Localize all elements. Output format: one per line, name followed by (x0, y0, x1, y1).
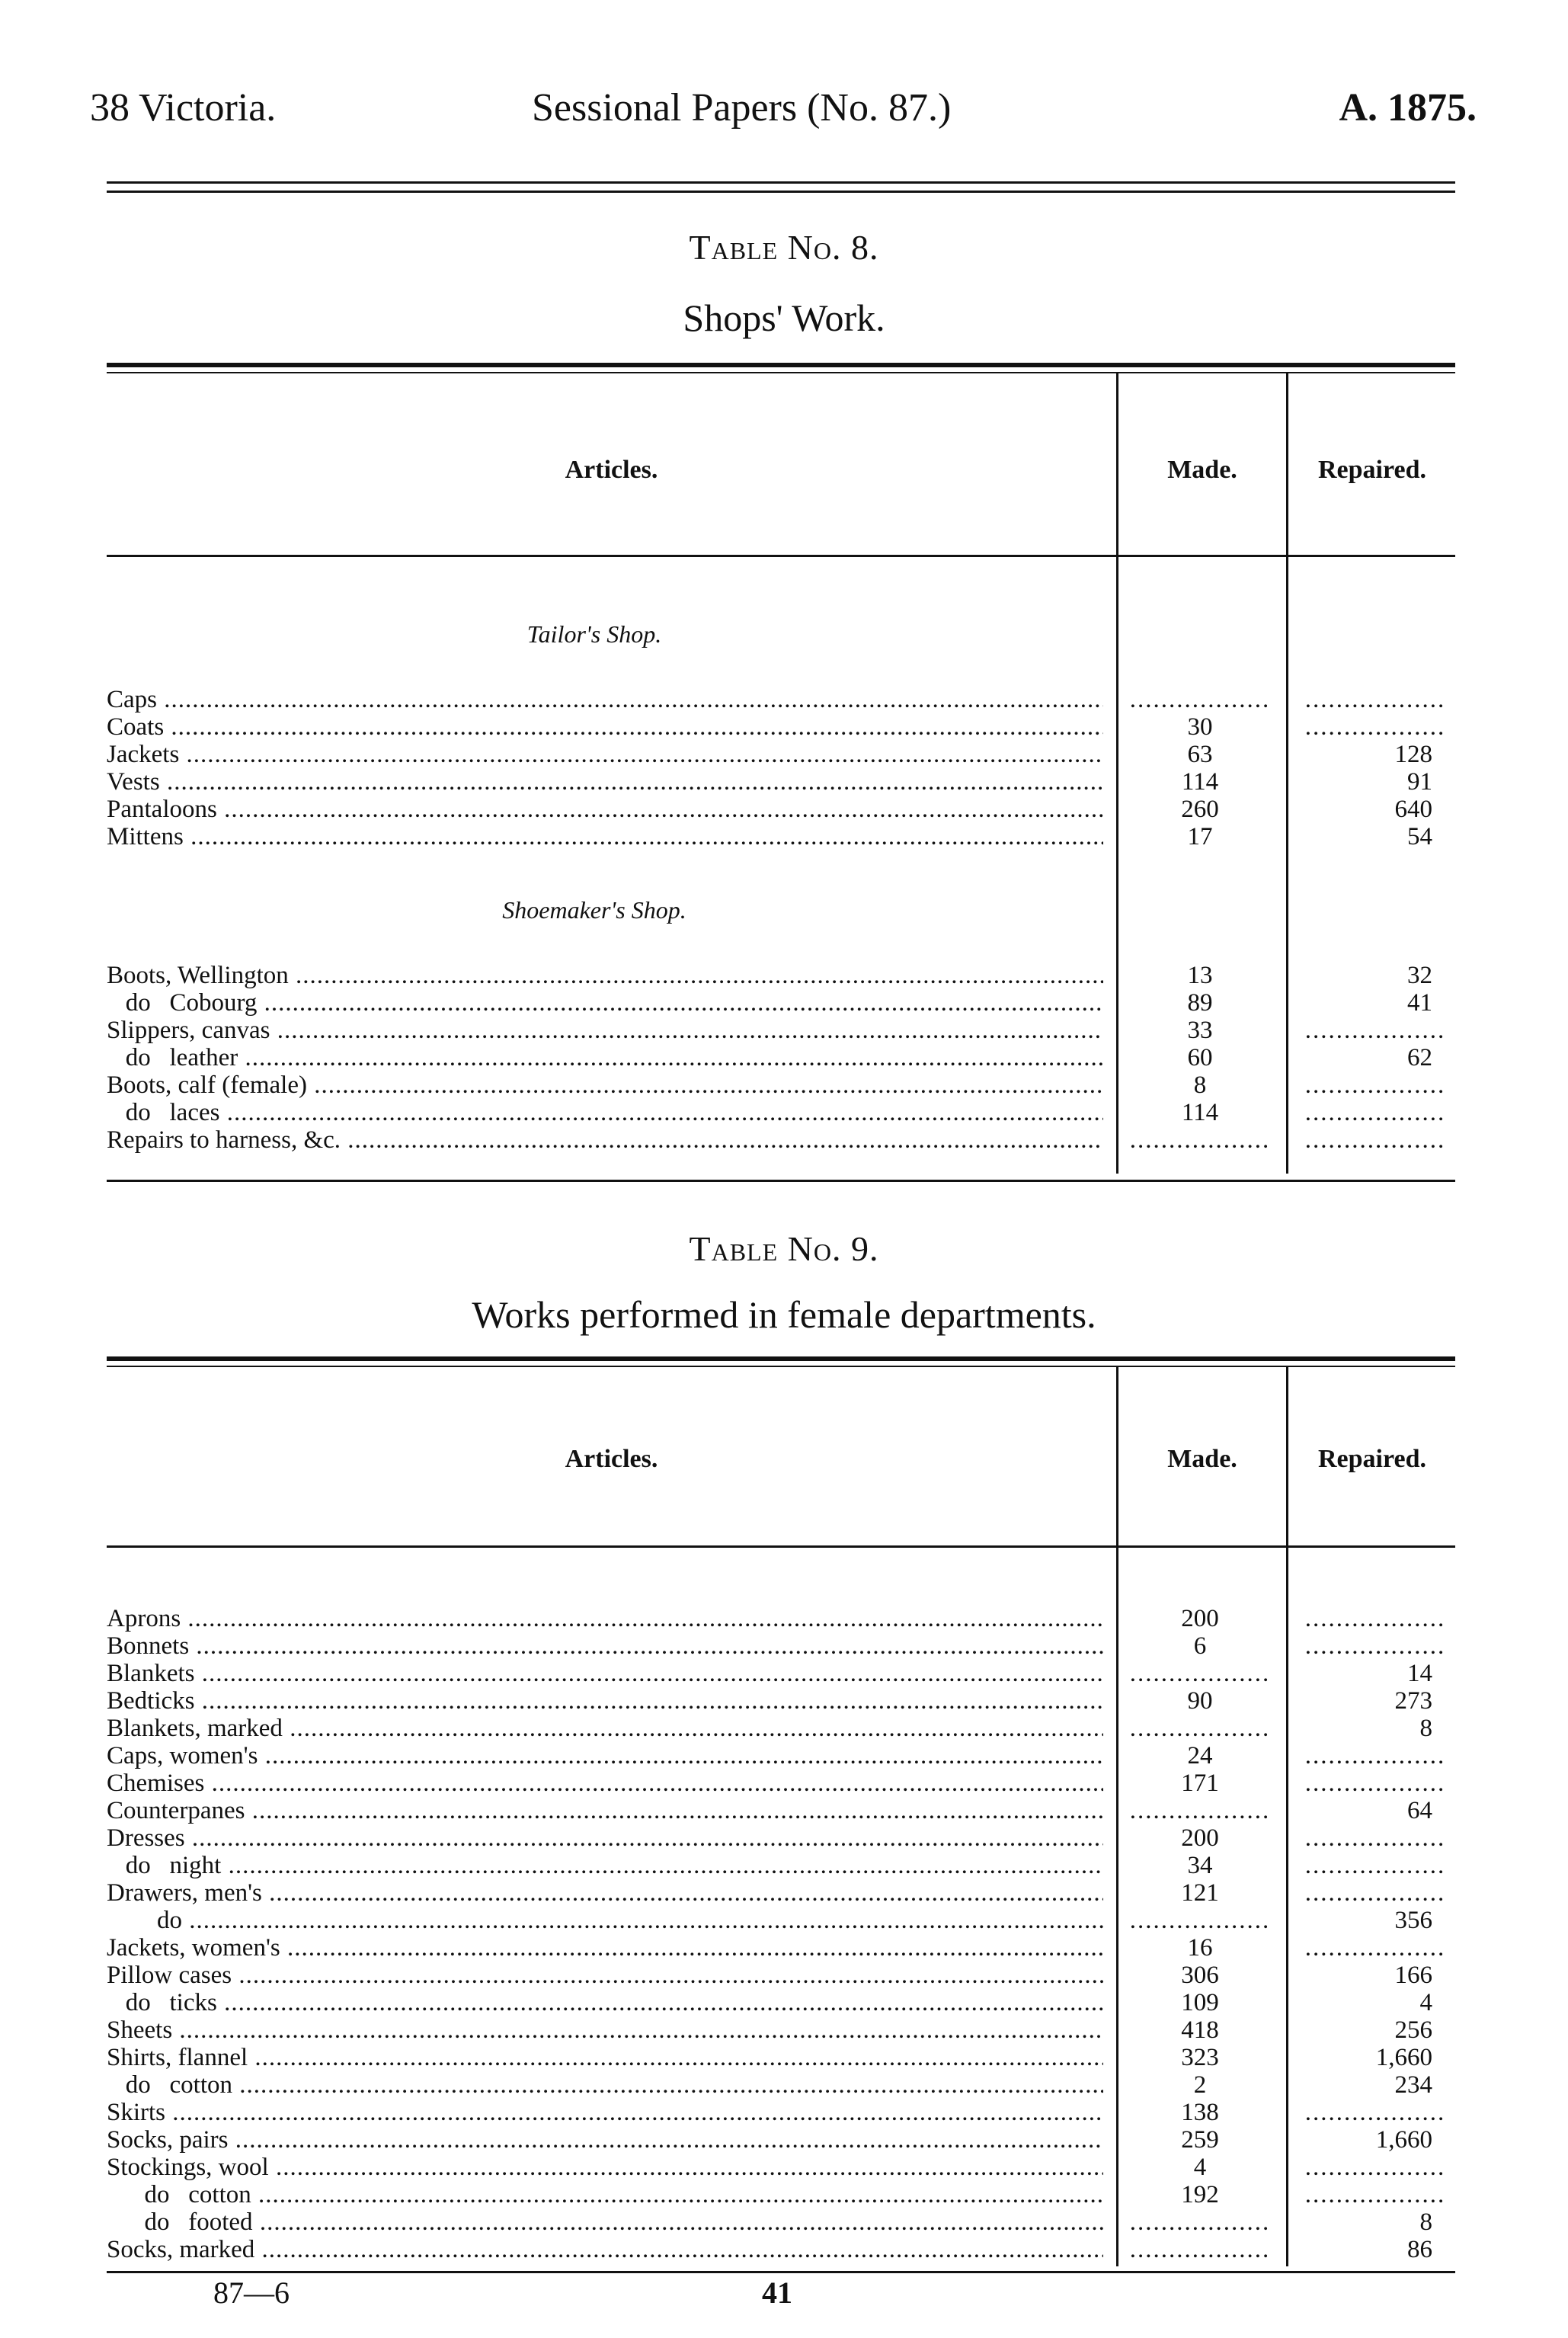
table8-section-tailor: Tailor's Shop. (526, 620, 662, 648)
row-article: Vests ..... (107, 768, 1103, 796)
row-made: 90 (1187, 1687, 1213, 1715)
row-repaired: 356 (1394, 1907, 1432, 1934)
table-row (107, 1742, 1455, 1770)
table-row (107, 2154, 1455, 2181)
row-article: Repairs to harness, &c. ..... (107, 1126, 1103, 1154)
page-header (90, 85, 1477, 139)
row-made: 17 (1187, 823, 1213, 850)
row-made: 24 (1187, 1742, 1213, 1770)
table9-top-rule-thin (107, 1366, 1455, 1367)
row-repaired: 234 (1394, 2071, 1432, 2099)
row-article: do cotton ..... (107, 2071, 1103, 2099)
row-made: 63 (1187, 741, 1213, 768)
table9-col-articles: Articles. (565, 1445, 658, 1473)
row-made: 30 (1187, 713, 1213, 741)
row-article: do laces ..... (107, 1099, 1103, 1126)
row-article: Boots, calf (female) ..... (107, 1071, 1103, 1099)
header-session: 38 Victoria. (90, 86, 277, 130)
row-repaired: 128 (1394, 741, 1432, 768)
table9-top-rule (107, 1356, 1455, 1361)
row-made: .................. (1129, 1660, 1271, 1687)
row-made: 4 (1193, 2154, 1207, 2181)
row-made: 418 (1181, 2016, 1219, 2044)
row-repaired: 256 (1394, 2016, 1432, 2044)
row-made: 60 (1187, 1044, 1213, 1071)
table-row (107, 1044, 1455, 1071)
row-made: 89 (1187, 989, 1213, 1017)
table-row (107, 1989, 1455, 2016)
row-made: 13 (1187, 962, 1213, 989)
row-article: Mittens ..... (107, 823, 1103, 850)
table8-label: Table No. 8. (689, 228, 879, 267)
header-rule-2 (107, 191, 1455, 193)
header-rule-1 (107, 181, 1455, 184)
table8-header-rule (107, 555, 1455, 557)
row-repaired: .................. (1304, 1632, 1446, 1660)
row-article: Skirts ..... (107, 2099, 1103, 2126)
row-article: Coats ..... (107, 713, 1103, 741)
table-row (107, 2181, 1455, 2208)
row-repaired: 8 (1419, 2208, 1432, 2236)
row-made: 2 (1193, 2071, 1207, 2099)
row-article: Slippers, canvas ..... (107, 1017, 1103, 1044)
row-repaired: .................. (1304, 2181, 1446, 2208)
table-row (107, 2016, 1455, 2044)
row-repaired: .................. (1304, 713, 1446, 741)
row-article: Jackets ..... (107, 741, 1103, 768)
page-number: 41 (762, 2276, 792, 2310)
row-repaired: 273 (1394, 1687, 1432, 1715)
row-repaired: .................. (1304, 1099, 1446, 1126)
row-repaired: 4 (1419, 1989, 1432, 2016)
row-repaired: .................. (1304, 1879, 1446, 1907)
row-made: .................. (1129, 1907, 1271, 1934)
row-repaired: 64 (1407, 1797, 1432, 1824)
row-article: Caps ..... (107, 686, 1103, 713)
row-article: do ticks ..... (107, 1989, 1103, 2016)
table-row (107, 2071, 1455, 2099)
row-made: 171 (1181, 1770, 1219, 1797)
row-made: .................. (1129, 1126, 1271, 1154)
table-row (107, 1797, 1455, 1824)
table-row (107, 823, 1455, 850)
table-row (107, 1605, 1455, 1632)
row-made: 121 (1181, 1879, 1219, 1907)
row-article: Dresses ..... (107, 1824, 1103, 1852)
table-row (107, 1071, 1455, 1099)
row-article: do leather ..... (107, 1044, 1103, 1071)
row-repaired: 54 (1407, 823, 1432, 850)
table-row (107, 2236, 1455, 2263)
table9-col-made: Made. (1167, 1445, 1237, 1473)
table-row (107, 1687, 1455, 1715)
row-repaired: .................. (1304, 1852, 1446, 1879)
row-article: do cotton ..... (107, 2181, 1103, 2208)
row-repaired: 62 (1407, 1044, 1432, 1071)
table-row (107, 2044, 1455, 2071)
row-article: Bonnets ..... (107, 1632, 1103, 1660)
table-row (107, 2208, 1455, 2236)
row-made: 33 (1187, 1017, 1213, 1044)
row-repaired: 86 (1407, 2236, 1432, 2263)
table8-bottom-rule (107, 1180, 1455, 1182)
row-article: do Cobourg ..... (107, 989, 1103, 1017)
row-made: 16 (1187, 1934, 1213, 1962)
table8-top-rule (107, 363, 1455, 367)
row-made: .................. (1129, 1715, 1271, 1742)
row-repaired: .................. (1304, 1824, 1446, 1852)
table8-col-made: Made. (1167, 456, 1237, 484)
row-repaired: .................. (1304, 1934, 1446, 1962)
row-made: 259 (1181, 2126, 1219, 2154)
row-article: do ..... (107, 1907, 1103, 1934)
table8-col-repaired: Repaired. (1318, 456, 1426, 484)
table-row (107, 741, 1455, 768)
row-repaired: .................. (1304, 1605, 1446, 1632)
row-article: Counterpanes ..... (107, 1797, 1103, 1824)
row-article: Sheets ..... (107, 2016, 1103, 2044)
table-row (107, 1099, 1455, 1126)
row-repaired: 41 (1407, 989, 1432, 1017)
row-article: Bedticks ..... (107, 1687, 1103, 1715)
row-made: .................. (1129, 686, 1271, 713)
row-made: 200 (1181, 1605, 1219, 1632)
row-made: 138 (1181, 2099, 1219, 2126)
row-repaired: 1,660 (1375, 2044, 1432, 2071)
row-made: .................. (1129, 2208, 1271, 2236)
row-article: Socks, pairs ..... (107, 2126, 1103, 2154)
table9-label: Table No. 9. (689, 1229, 879, 1268)
footer-ref: 87—6 (213, 2276, 290, 2310)
row-article: Aprons ..... (107, 1605, 1103, 1632)
row-made: 200 (1181, 1824, 1219, 1852)
row-repaired: .................. (1304, 1126, 1446, 1154)
row-repaired: .................. (1304, 1017, 1446, 1044)
row-made: .................. (1129, 1797, 1271, 1824)
row-made: 323 (1181, 2044, 1219, 2071)
row-article: Pantaloons ..... (107, 796, 1103, 823)
row-made: 8 (1193, 1071, 1207, 1099)
row-article: Caps, women's ..... (107, 1742, 1103, 1770)
table-row (107, 1852, 1455, 1879)
table-row (107, 686, 1455, 713)
row-repaired: 14 (1407, 1660, 1432, 1687)
row-made: 306 (1181, 1962, 1219, 1989)
row-repaired: 166 (1394, 1962, 1432, 1989)
table-row (107, 962, 1455, 989)
header-papers: Sessional Papers (No. 87.) (532, 86, 952, 130)
table-row (107, 1824, 1455, 1852)
row-article: Chemises ..... (107, 1770, 1103, 1797)
table-row (107, 1017, 1455, 1044)
table-row (107, 1770, 1455, 1797)
table-row (107, 989, 1455, 1017)
row-repaired: .................. (1304, 686, 1446, 713)
row-article: Blankets ..... (107, 1660, 1103, 1687)
table-row (107, 1879, 1455, 1907)
header-year: A. 1875. (1339, 86, 1477, 130)
row-made: 109 (1181, 1989, 1219, 2016)
row-article: Shirts, flannel ..... (107, 2044, 1103, 2071)
row-article: Boots, Wellington ..... (107, 962, 1103, 989)
row-repaired: 91 (1407, 768, 1432, 796)
table8-col-articles: Articles. (565, 456, 658, 484)
row-made: 192 (1181, 2181, 1219, 2208)
row-article: Pillow cases ..... (107, 1962, 1103, 1989)
table9-bottom-rule (107, 2271, 1455, 2273)
row-made: 114 (1181, 768, 1219, 796)
table9-col-repaired: Repaired. (1318, 1445, 1426, 1473)
row-repaired: .................. (1304, 2099, 1446, 2126)
table-row (107, 713, 1455, 741)
row-repaired: 1,660 (1375, 2126, 1432, 2154)
table-row (107, 1907, 1455, 1934)
row-repaired: 32 (1407, 962, 1432, 989)
table-row (107, 1660, 1455, 1687)
row-repaired: .................. (1304, 1770, 1446, 1797)
row-article: Socks, marked ..... (107, 2236, 1103, 2263)
table-row (107, 1962, 1455, 1989)
row-article: Drawers, men's ..... (107, 1879, 1103, 1907)
row-article: do footed ..... (107, 2208, 1103, 2236)
table9-header-rule (107, 1545, 1455, 1548)
row-made: 6 (1193, 1632, 1207, 1660)
row-made: 260 (1181, 796, 1219, 823)
row-repaired: 640 (1394, 796, 1432, 823)
table-row (107, 1715, 1455, 1742)
row-repaired: 8 (1419, 1715, 1432, 1742)
table-row (107, 1632, 1455, 1660)
row-repaired: .................. (1304, 1071, 1446, 1099)
row-article: Jackets, women's ..... (107, 1934, 1103, 1962)
table-row (107, 1934, 1455, 1962)
table8-subtitle: Shops' Work. (683, 296, 885, 339)
row-repaired: .................. (1304, 1742, 1446, 1770)
table8-top-rule-thin (107, 372, 1455, 373)
row-article: do night ..... (107, 1852, 1103, 1879)
table-row (107, 2126, 1455, 2154)
table8-section-shoemaker: Shoemaker's Shop. (502, 896, 686, 924)
table-row (107, 768, 1455, 796)
row-made: 34 (1187, 1852, 1213, 1879)
table-row (107, 796, 1455, 823)
table-row (107, 2099, 1455, 2126)
table9-subtitle: Works performed in female departments. (472, 1293, 1096, 1336)
row-article: Stockings, wool ..... (107, 2154, 1103, 2181)
row-article: Blankets, marked ..... (107, 1715, 1103, 1742)
row-repaired: .................. (1304, 2154, 1446, 2181)
row-made: .................. (1129, 2236, 1271, 2263)
table-row (107, 1126, 1455, 1154)
row-made: 114 (1181, 1099, 1219, 1126)
